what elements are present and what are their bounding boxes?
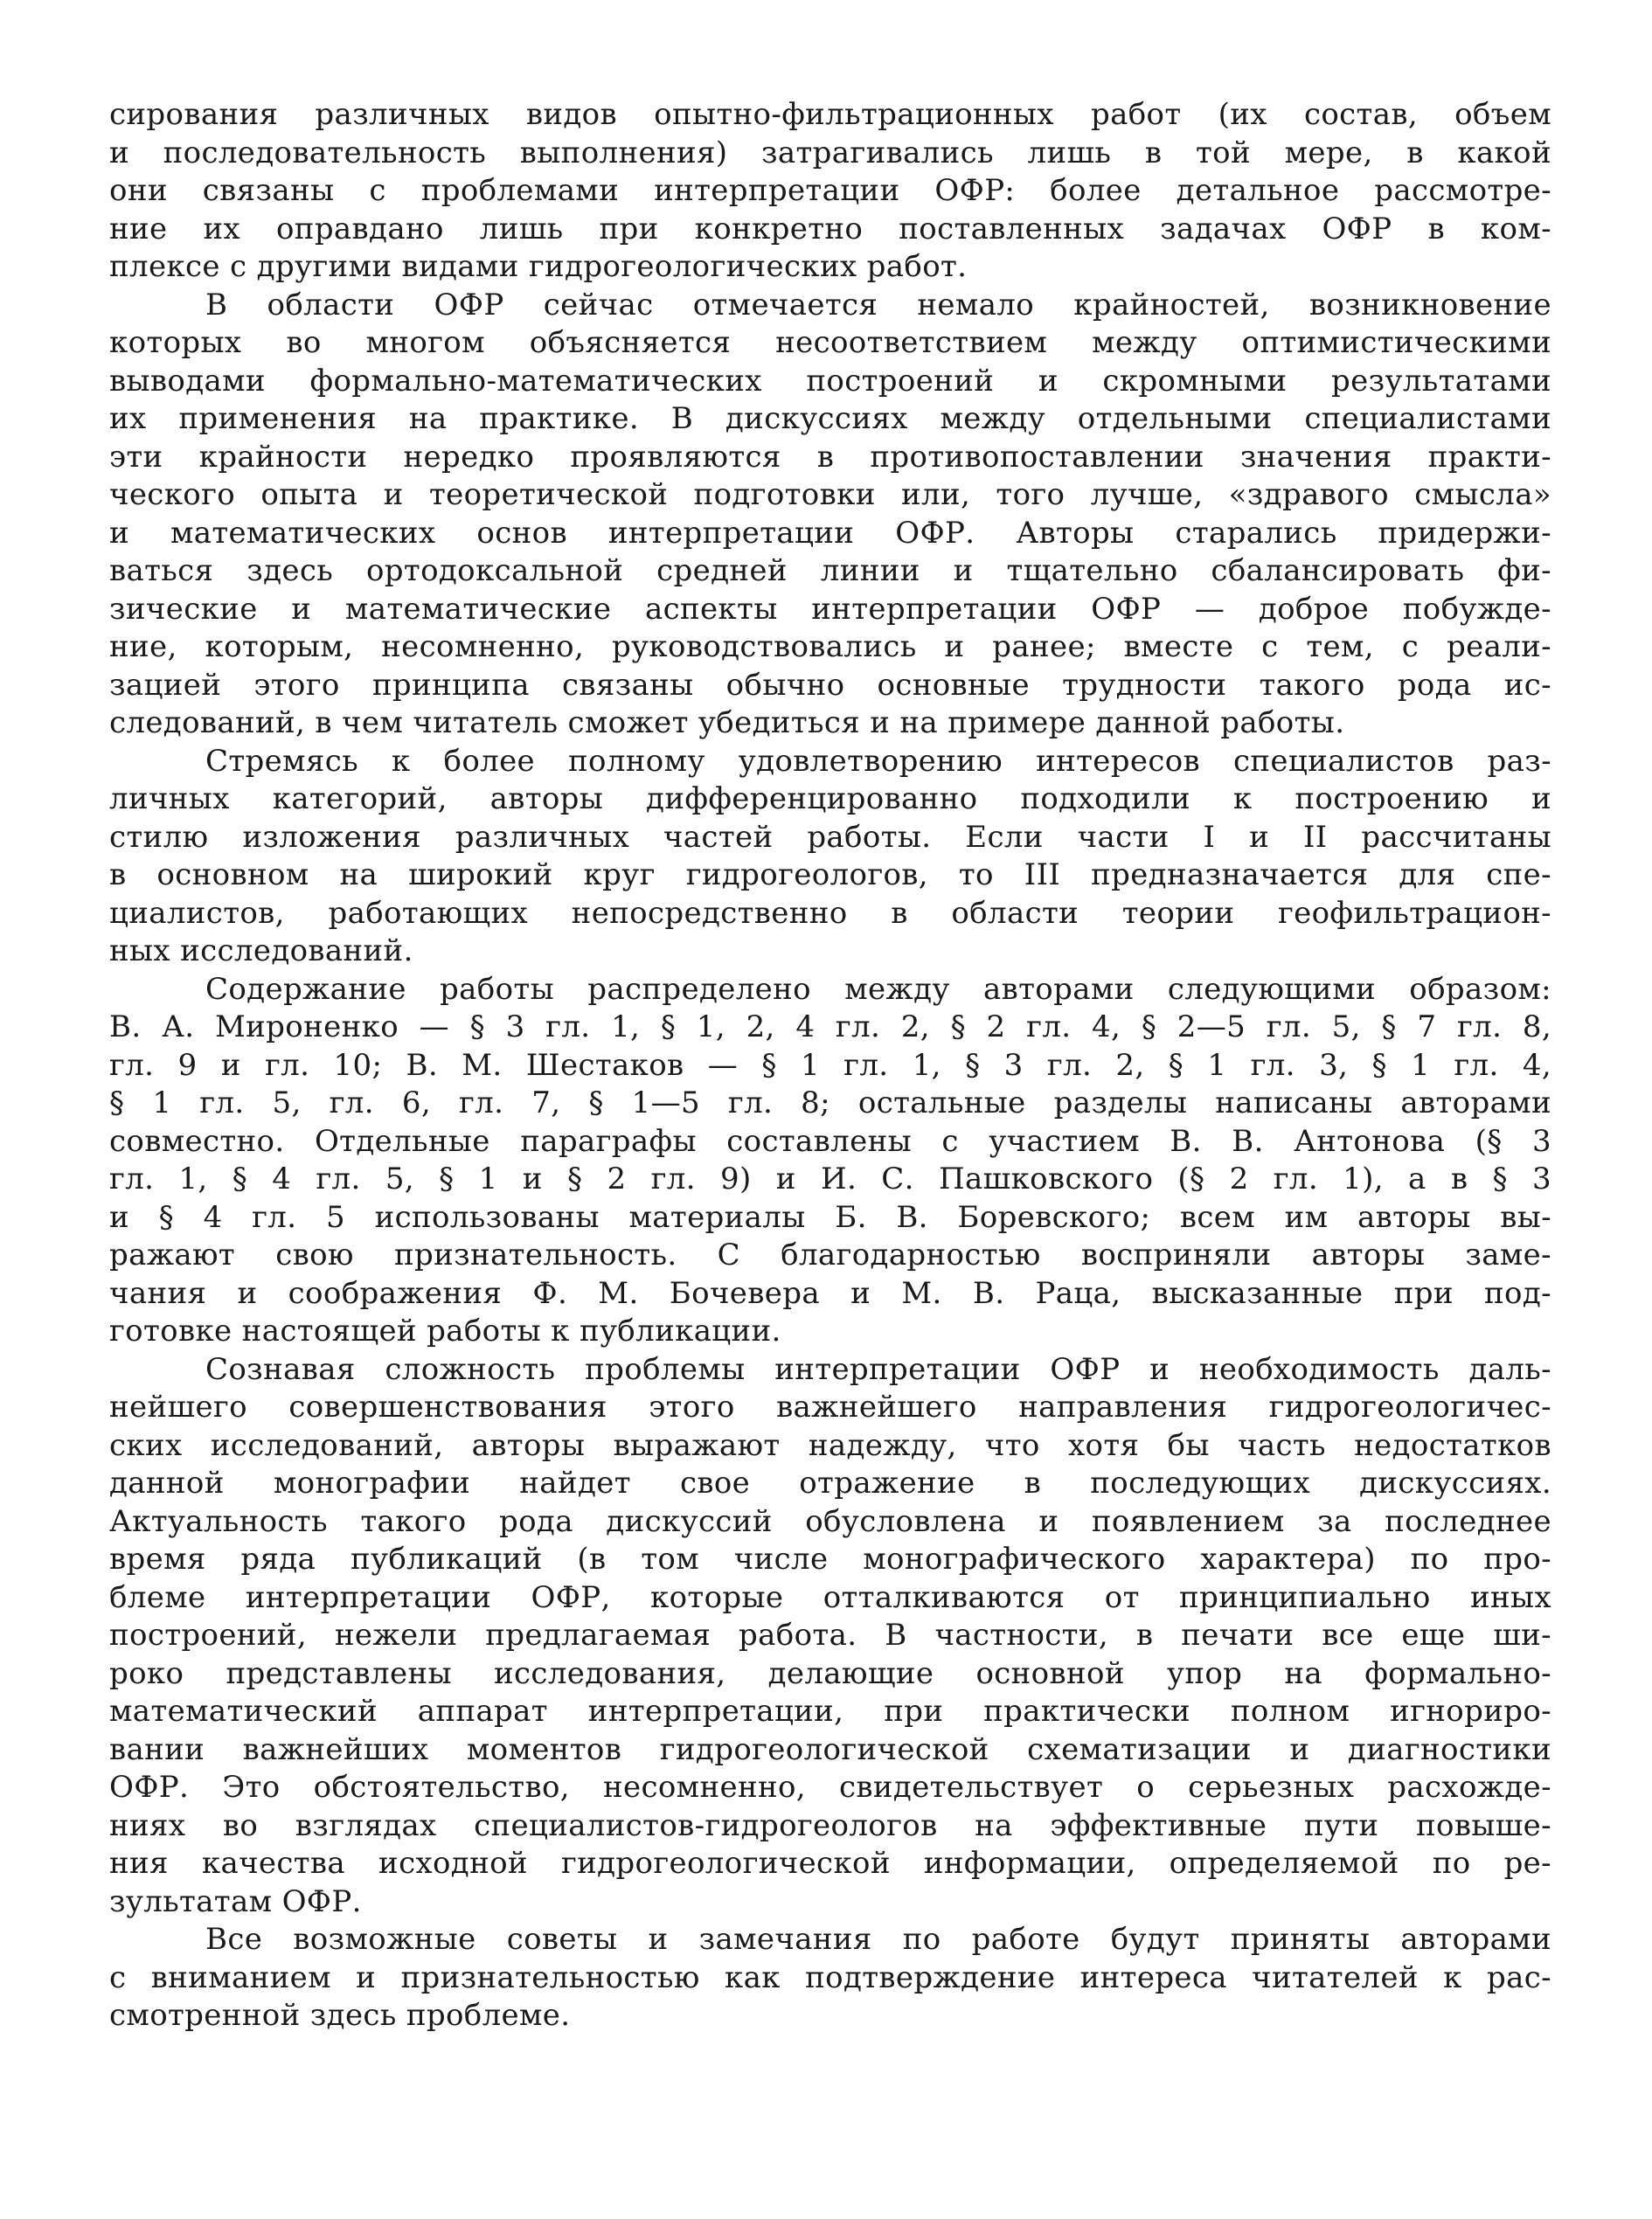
text-line: данной монографии найдет свое отражение в последующих дискуссиях. (109, 1466, 1551, 1501)
text-line: гл. 1, § 4 гл. 5, § 1 и § 2 гл. 9) и И. С. Пашковского (§ 2 гл. 1), а в § 3 (109, 1162, 1551, 1196)
text-line: в основном на широкий круг гидрогеологов, то III предназначается для спе- (109, 857, 1551, 892)
text-line: ваться здесь ортодоксальной средней линии и тщательно сбалансировать фи- (109, 553, 1551, 588)
text-line: ние, которым, несомненно, руководствовались и ранее; вместе с тем, с реали- (109, 629, 1551, 664)
text-line: совместно. Отдельные параграфы составлены с участием В. В. Антонова (§ 3 (109, 1123, 1551, 1159)
text-line: смотренной здесь проблеме. (109, 1998, 571, 2033)
text-line: ских исследований, авторы выражают надежду, что хотя бы часть недостатков (109, 1427, 1551, 1463)
text-line: стилю изложения различных частей работы. Если части I и II рассчитаны (109, 819, 1551, 855)
text-line: нейшего совершенствования этого важнейшего направления гидрогеологичес- (109, 1390, 1551, 1425)
text-line: Актуальность такого рода дискуссий обусловлена и появлением за последнее (109, 1503, 1551, 1539)
paragraph (109, 1921, 1551, 2035)
text-line: блеме интерпретации ОФР, которые отталкиваются от принципиально иных (109, 1579, 1551, 1615)
text-line: ниях во взглядах специалистов-гидрогеологов на эффективные пути повыше- (109, 1807, 1551, 1843)
text-line: циалистов, работающих непосредственно в области теории геофильтрацион- (109, 895, 1551, 931)
text-line: ние их оправдано лишь при конкретно поставленных задачах ОФР в ком- (109, 211, 1551, 246)
text-line: вании важнейших моментов гидрогеологической схематизации и диагностики (109, 1731, 1551, 1767)
text-line: выводами формально-математических построений и скромными результатами (109, 363, 1551, 399)
text-line: следований, в чем читатель сможет убедиться и на примере данной работы. (109, 705, 1345, 740)
text-line: § 1 гл. 5, гл. 6, гл. 7, § 1—5 гл. 8; остальные разделы написаны авторами (109, 1085, 1551, 1120)
text-line: ческого опыта и теоретической подготовки или, того лучше, «здравого смысла» (109, 477, 1551, 512)
text-line: построений, нежели предлагаемая работа. В частности, в печати все еще ши- (109, 1618, 1551, 1653)
text-line: Все возможные советы и замечания по работе будут приняты авторами (205, 1922, 1551, 1957)
paragraph (109, 743, 1551, 971)
body-text (109, 96, 1551, 2035)
text-line: В области ОФР сейчас отмечается немало крайностей, возникновение (205, 287, 1551, 322)
text-line: которых во многом объясняется несоответствием между оптимистическими (109, 325, 1551, 360)
text-line: их применения на практике. В дискуссиях между отдельными специалистами (109, 401, 1551, 436)
text-line: математический аппарат интерпретации, при практически полном игнориро- (109, 1694, 1551, 1729)
text-line: ражают свою признательность. С благодарностью восприняли авторы заме- (109, 1238, 1551, 1272)
text-line: плексе с другими видами гидрогеологических работ. (109, 249, 968, 284)
text-line: с вниманием и признательностью как подтверждение интереса читателей к рас- (109, 1959, 1551, 1995)
text-line: зацией этого принципа связаны обычно основные трудности такого рода ис- (109, 667, 1551, 703)
text-line: зические и математические аспекты интерпретации ОФР — доброе побужде- (109, 591, 1551, 627)
text-line: сирования различных видов опытно-фильтрационных работ (их состав, объем (109, 97, 1551, 132)
text-line: чания и соображения Ф. М. Бочевера и М. В. Раца, высказанные при под- (109, 1275, 1551, 1311)
text-line: они связаны с проблемами интерпретации ОФР: более детальное рассмотре- (109, 173, 1551, 208)
paragraph (109, 971, 1551, 1351)
text-line: и последовательность выполнения) затрагивались лишь в той мере, в какой (109, 135, 1551, 170)
text-line: гл. 9 и гл. 10; В. М. Шестаков — § 1 гл. 1, § 3 гл. 2, § 1 гл. 3, § 1 гл. 4, (109, 1047, 1551, 1083)
text-line: время ряда публикаций (в том числе монографического характера) по про- (109, 1542, 1551, 1577)
text-line: готовке настоящей работы к публикации. (109, 1314, 781, 1349)
text-line: зультатам ОФР. (109, 1883, 362, 1919)
text-line: Содержание работы распределено между авторами следующими образом: (205, 971, 1551, 1007)
text-line: ния качества исходной гидрогеологической информации, определяемой по ре- (109, 1846, 1551, 1881)
text-line: ОФР. Это обстоятельство, несомненно, свидетельствует о серьезных расхожде- (109, 1770, 1551, 1805)
paragraph (109, 1351, 1551, 1922)
text-line: эти крайности нередко проявляются в противопоставлении значения практи- (109, 439, 1551, 475)
text-line: и математических основ интерпретации ОФР. Авторы старались придержи- (109, 515, 1551, 551)
text-line: Стремясь к более полному удовлетворению интересов специалистов раз- (205, 743, 1551, 779)
paragraph (109, 287, 1551, 743)
paragraph (109, 96, 1551, 287)
text-line: Сознавая сложность проблемы интерпретации ОФР и необходимость даль- (205, 1351, 1551, 1387)
text-line: В. А. Мироненко — § 3 гл. 1, § 1, 2, 4 гл. 2, § 2 гл. 4, § 2—5 гл. 5, § 7 гл. 8, (109, 1009, 1551, 1044)
text-line: личных категорий, авторы дифференцированно подходили к построению и (109, 781, 1551, 816)
text-line: ных исследований. (109, 933, 413, 968)
text-line: роко представлены исследования, делающие основной упор на формально- (109, 1655, 1551, 1691)
text-line: и § 4 гл. 5 использованы материалы Б. В. Боревского; всем им авторы вы- (109, 1199, 1551, 1235)
